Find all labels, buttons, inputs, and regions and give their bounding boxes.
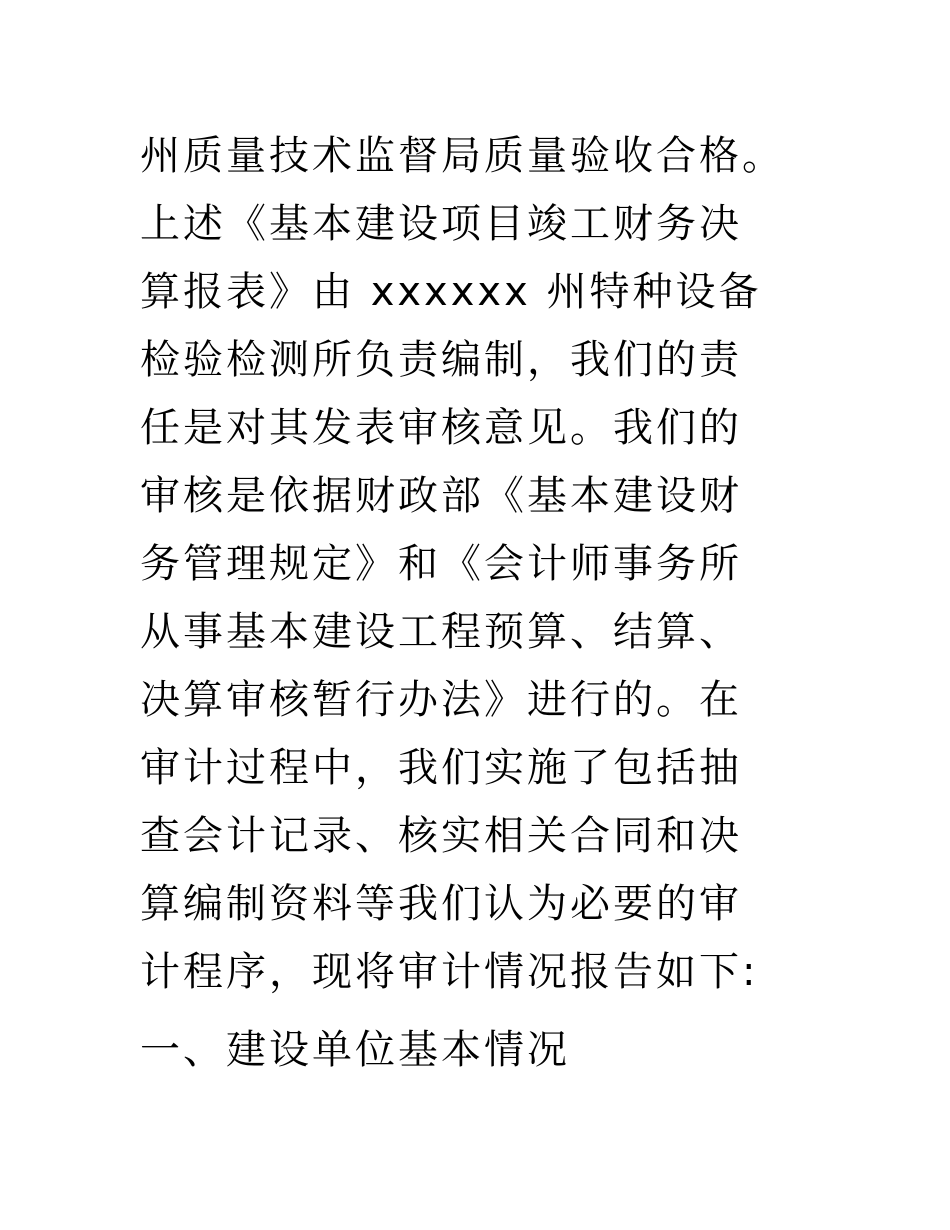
text-line: 算报表》由 xxxxxx 州特种设备 bbox=[140, 269, 762, 315]
text-line: 从事基本建设工程预算、结算、 bbox=[140, 609, 742, 655]
text-line: 务管理规定》和《会计师事务所 bbox=[140, 541, 742, 587]
section-heading: 一、建设单位基本情况 bbox=[140, 1027, 570, 1073]
text-line: 上述《基本建设项目竣工财务决 bbox=[140, 201, 742, 247]
text-line: 检验检测所负责编制，我们的责 bbox=[140, 337, 742, 383]
body-text bbox=[140, 122, 800, 1084]
text-line: 州质量技术监督局质量验收合格。 bbox=[140, 133, 785, 179]
text-line: 任是对其发表审核意见。我们的 bbox=[140, 405, 742, 451]
text-line: 审计过程中，我们实施了包括抽 bbox=[140, 745, 742, 791]
text-line: 算编制资料等我们认为必要的审 bbox=[140, 881, 742, 927]
text-line: 决算审核暂行办法》进行的。在 bbox=[140, 677, 742, 723]
text-line: 计程序，现将审计情况报告如下: bbox=[140, 949, 759, 995]
text-line: 查会计记录、核实相关合同和决 bbox=[140, 813, 742, 859]
text-line: 审核是依据财政部《基本建设财 bbox=[140, 473, 742, 519]
